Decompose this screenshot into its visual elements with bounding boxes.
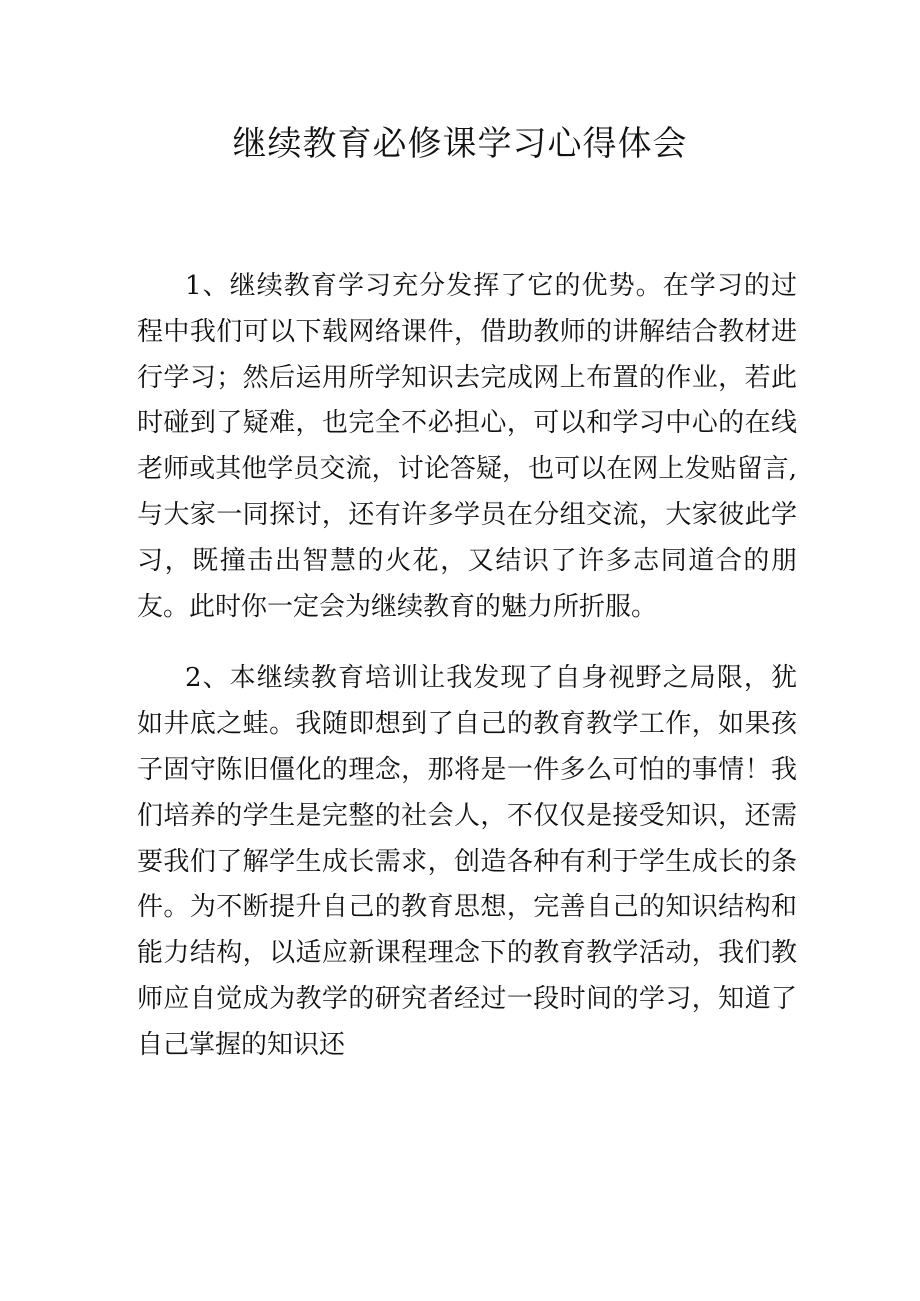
paragraph-1: 1、继续教育学习充分发挥了它的优势。在学习的过程中我们可以下载网络课件，借助教师的讲解结合教材进行学习；然后运用所学知识去完成网上布置的作业，若此时碰到了疑难，也完全不必担心，可以和学习中心的在线老师或其他学员交流，讨论答疑，也可以在网上发贴留言,与大家一同探讨，还有许多学员在分组交流，大家彼此学习，既撞击出智慧的火花，又结识了许多志同道合的朋友。此时你一定会为继续教育的魅力所折服。 bbox=[137, 271, 797, 622]
document-title: 继续教育必修课学习心得体会 bbox=[232, 124, 688, 164]
paragraph-2: 2、本继续教育培训让我发现了自身视野之局限，犹如井底之蛙。我随即想到了自己的教育教学工作，如果孩子固守陈旧僵化的理念，那将是一件多么可怕的事情！我们培养的学生是完整的社会人，不仅仅是接受知识，还需要我们了解学生成长需求，创造各种有利于学生成长的条件。为不断提升自己的教育思想，完善自己的知识结构和能力结构，以适应新课程理念下的教育教学活动，我们教师应自觉成为教学的研究者经过一段时间的学习，知道了自己掌握的知识还 bbox=[137, 663, 797, 1060]
document-body bbox=[137, 264, 797, 1069]
